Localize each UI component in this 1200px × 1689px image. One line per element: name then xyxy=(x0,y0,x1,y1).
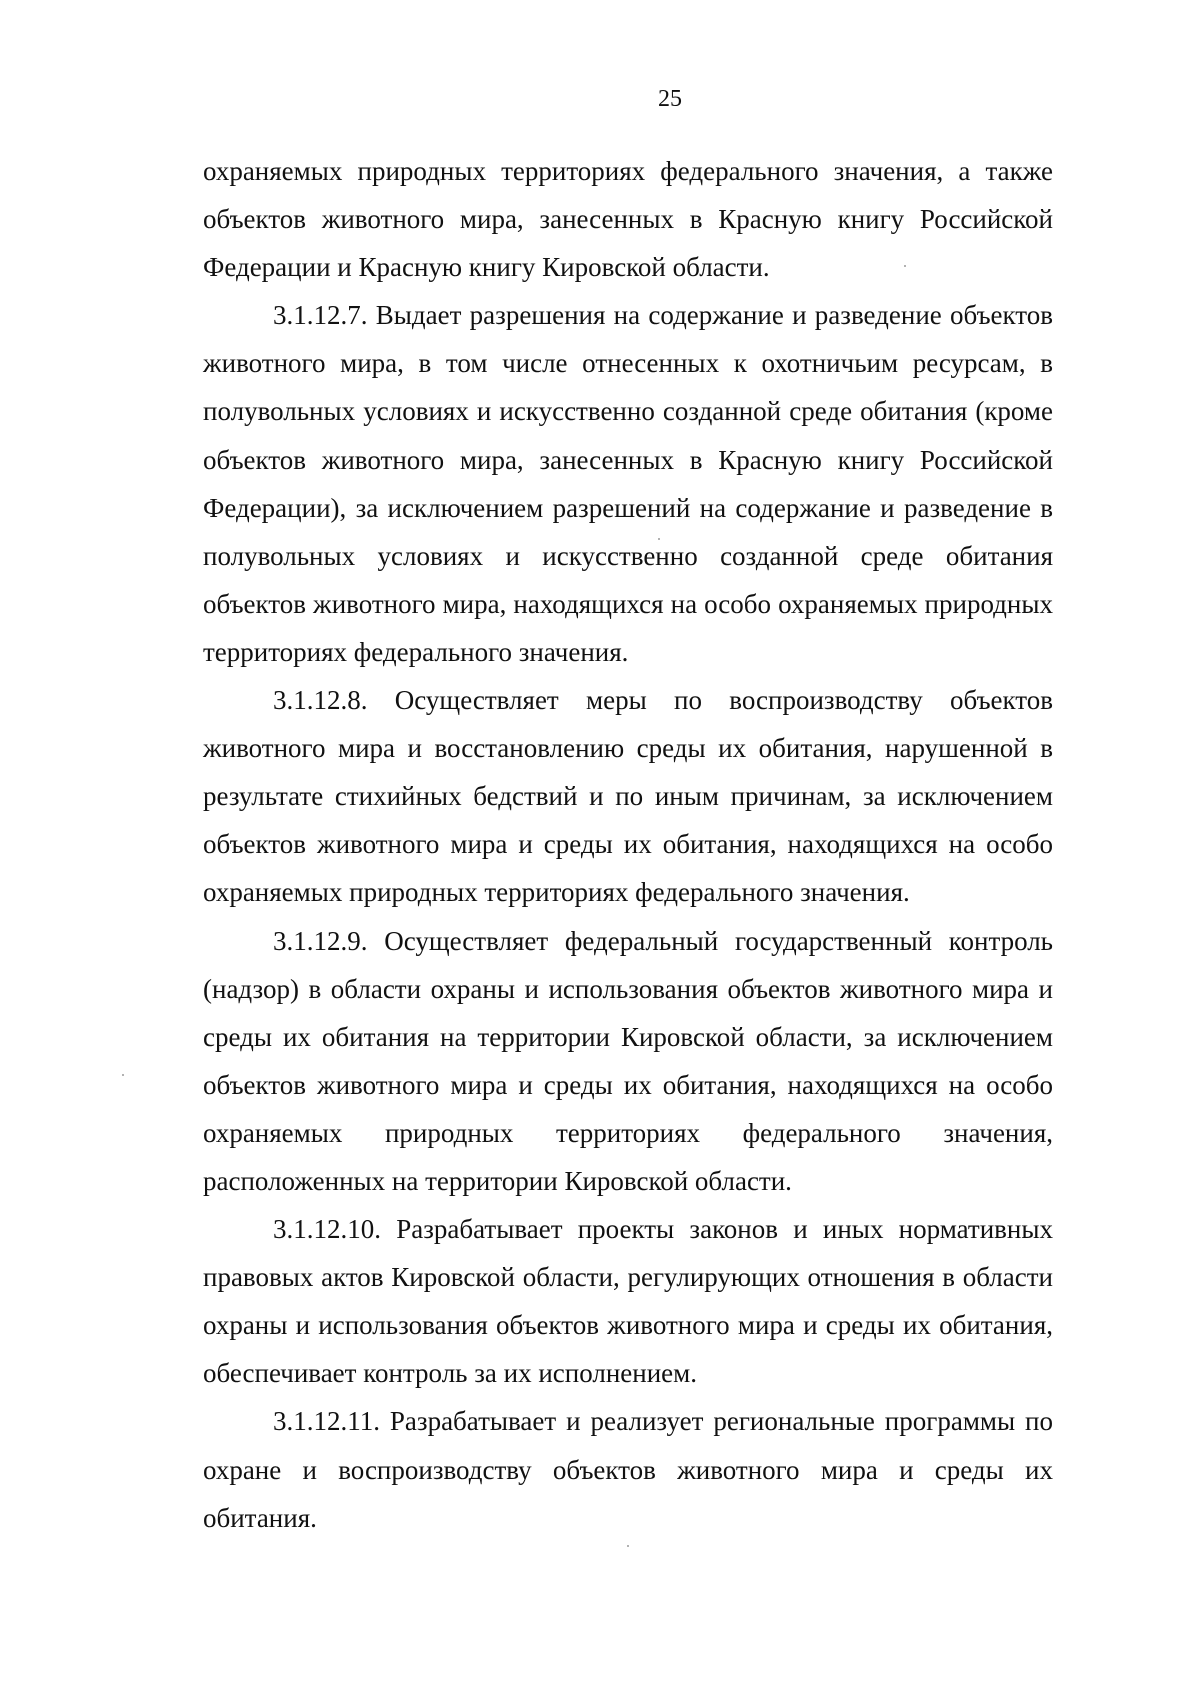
document-body xyxy=(203,147,1053,1542)
paragraph-3-1-12-11: 3.1.12.11. Разрабатывает и реализует региональные программы по охране и воспроизводству объектов животного мира и среды их обитания. xyxy=(203,1406,1053,1533)
paragraph-3-1-12-7: 3.1.12.7. Выдает разрешения на содержание и разведение объектов животного мира, в том числе отнесенных к охотничьим ресурсам, в полувольных условиях и искусственно созданной среде обитания (кроме объектов животного мира, занесенных в Красную книгу Российской Федерации), за исключением разрешений на содержание и разведение в полувольных условиях и искусственно созданной среде обитания объектов животного мира, находящихся на особо охраняемых природных территориях федерального значения. xyxy=(203,300,1053,667)
paragraph-3-1-12-8: 3.1.12.8. Осуществляет меры по воспроизводству объектов животного мира и восстановлению среды их обитания, нарушенной в результате стихийных бедствий и по иным причинам, за исключением объектов животного мира и среды их обитания, находящихся на особо охраняемых природных территориях федерального значения. xyxy=(203,685,1053,908)
scan-speck xyxy=(658,538,660,540)
scan-speck xyxy=(122,1074,124,1076)
paragraph-continuation: охраняемых природных территориях федерального значения, а также объектов животного мира, занесенных в Красную книгу Российской Федерации и Красную книгу Кировской области. xyxy=(203,156,1053,283)
paragraph-3-1-12-10: 3.1.12.10. Разрабатывает проекты законов и иных нормативных правовых актов Кировской области, регулирующих отношения в области охраны и использования объектов животного мира и среды их обитания, обеспечивает контроль за их исполнением. xyxy=(203,1214,1053,1389)
scan-speck xyxy=(904,265,906,267)
paragraph-3-1-12-9: 3.1.12.9. Осуществляет федеральный государственный контроль (надзор) в области охраны и использования объектов животного мира и среды их обитания на территории Кировской области, за исключением объектов животного мира и среды их обитания, находящихся на особо охраняемых природных территориях федерального значения, расположенных на территории Кировской области. xyxy=(203,925,1053,1196)
scan-speck xyxy=(627,1545,629,1547)
page-number: 25 xyxy=(658,86,682,112)
